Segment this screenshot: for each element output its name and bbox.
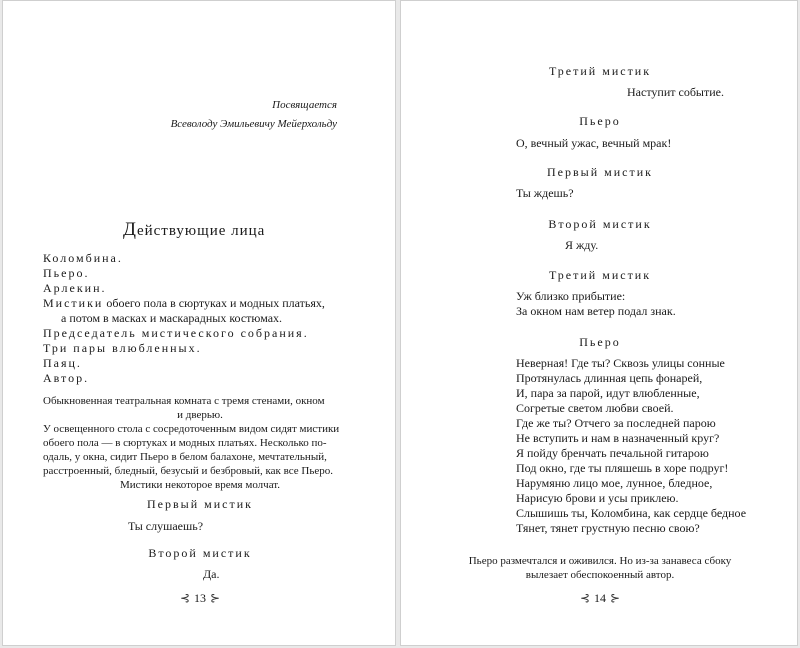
cast-item-name: Мистики [43, 296, 104, 310]
cast-item: Арлекин. [43, 281, 107, 295]
stage-line: Мистики некоторое время молчат. [119, 479, 281, 491]
cast-item: Автор. [43, 371, 90, 385]
cast-item [43, 296, 325, 311]
right-page [400, 0, 798, 646]
speaker-name: Третий мистик [548, 64, 652, 78]
speaker-name: Пьеро [579, 335, 621, 349]
dedication-line-2: Всеволоду Эмильевичу Мейерхольду [170, 118, 337, 130]
dialogue-line: Да. [203, 567, 220, 581]
cast-item: Пьеро. [43, 266, 90, 280]
ornament-left-icon: ⊰ [179, 591, 190, 605]
page-number: 14 [594, 591, 606, 605]
poem-line: Не вступить и нам в назначенный круг? [516, 431, 720, 445]
stage-line: вылезает обеспокоенный автор. [525, 569, 675, 581]
poem-line: Неверная! Где ты? Сквозь улицы сонные [516, 356, 725, 370]
cast-item-continuation: а потом в масках и маскарадных костюмах. [61, 311, 283, 325]
speaker-name: Второй мистик [548, 217, 652, 231]
stage-line: обоего пола — в сюртуках и модных платьях. Несколько по- [43, 437, 327, 449]
speaker-name: Третий мистик [548, 268, 652, 282]
left-page [2, 0, 396, 646]
dialogue-line: Наступит событие. [627, 85, 724, 99]
speaker-name: Пьеро [579, 114, 621, 128]
speaker-name: Второй мистик [148, 546, 252, 560]
stage-line: У освещенного стола с сосредоточенным видом сидят мистики [43, 423, 340, 435]
stage-line: расстроенный, бледный, безусый и безбровый, как все Пьеро. [43, 465, 334, 477]
cast-title-initial: Д [123, 219, 137, 240]
poem-line: Тянет, тянет грустную песню свою? [516, 521, 700, 535]
dialogue-line: О, вечный ужас, вечный мрак! [516, 136, 672, 150]
page-footer [3, 589, 397, 607]
poem-line: Слышишь ты, Коломбина, как сердце бедное [516, 506, 747, 520]
poem-line: Нарисую брови и усы приклею. [516, 491, 679, 505]
dialogue-line: За окном нам ветер подал знак. [516, 304, 676, 318]
poem-line: Протянулась длинная цепь фонарей, [516, 371, 703, 385]
stage-line: и дверью. [177, 409, 223, 421]
poem-line: Я пойду бренчать печальной гитарою [516, 446, 709, 460]
stage-line: одаль, у окна, сидит Пьеро в белом балахоне, мечтательный, [43, 451, 327, 463]
cast-item: Паяц. [43, 356, 82, 370]
dedication-line-1: Посвящается [272, 99, 337, 111]
poem-line: Нарумяню лицо мое, лунное, бледное, [516, 476, 713, 490]
dialogue-line: Ты ждешь? [516, 186, 574, 200]
ornament-right-icon: ⊱ [210, 591, 221, 605]
stage-line: Пьеро размечтался и оживился. Но из-за занавеса сбоку [468, 555, 732, 567]
dialogue-line: Уж близко прибытие: [516, 289, 626, 303]
speaker-name: Первый мистик [147, 497, 253, 511]
dialogue-line: Ты слушаешь? [128, 519, 204, 533]
cast-item: Три пары влюбленных. [43, 341, 202, 355]
poem-line: Под окно, где ты пляшешь в хоре подруг! [516, 461, 729, 475]
poem-line: И, пара за парой, идут влюбленные, [516, 386, 700, 400]
dialogue-line: Я жду. [565, 238, 599, 252]
ornament-right-icon: ⊱ [610, 591, 621, 605]
cast-item-desc: обоего пола в сюртуках и модных платьях, [106, 296, 325, 310]
cast-item: Председатель мистического собрания. [43, 326, 309, 340]
ornament-left-icon: ⊰ [579, 591, 590, 605]
page-footer [401, 589, 799, 607]
speaker-name: Первый мистик [547, 165, 653, 179]
stage-line: Обыкновенная театральная комната с тремя стенами, окном [43, 395, 325, 407]
poem-line: Согретые светом любви своей. [516, 401, 674, 415]
cast-title [123, 219, 265, 241]
page-number: 13 [194, 591, 206, 605]
cast-title-rest: ействующие лица [136, 223, 266, 239]
cast-item: Коломбина. [43, 251, 123, 265]
poem-line: Где же ты? Отчего за последней парою [516, 416, 716, 430]
